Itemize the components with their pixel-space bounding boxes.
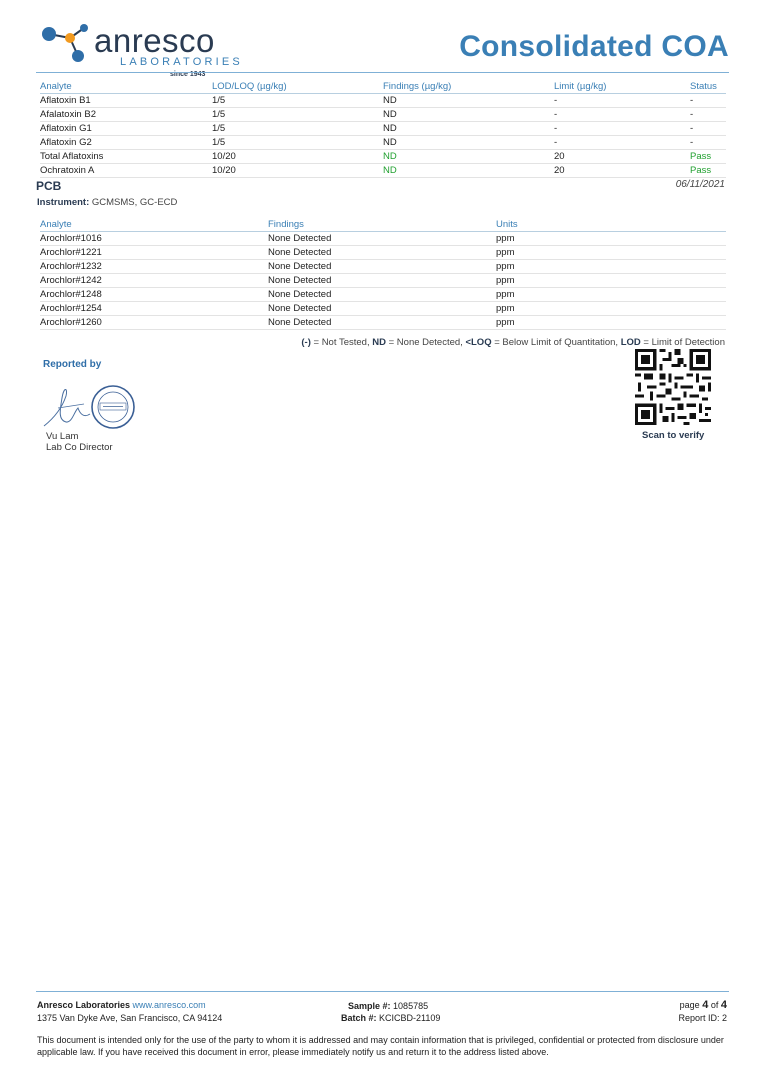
signer-role: Lab Co Director	[46, 442, 113, 453]
findings-cell: ND	[383, 122, 554, 136]
analyte-cell: Arochlor#1260	[40, 316, 268, 330]
limit-cell: -	[554, 136, 690, 150]
analyte-cell: Ochratoxin A	[40, 164, 212, 178]
findings-cell: ND	[383, 150, 554, 164]
column-header: Findings	[268, 216, 496, 232]
sample-value: 1085785	[393, 1001, 429, 1011]
page-current: 4	[702, 999, 709, 1011]
table-row	[40, 164, 726, 178]
column-header: Findings (µg/kg)	[383, 78, 554, 94]
lodloq-cell: 1/5	[212, 94, 383, 108]
header-divider	[36, 72, 729, 73]
analyte-cell: Aflatoxin B1	[40, 94, 212, 108]
footer-batch	[341, 1013, 440, 1023]
legend-key: <LOQ	[465, 337, 492, 348]
lodloq-cell: 1/5	[212, 136, 383, 150]
abbreviation-legend	[301, 337, 725, 348]
units-cell: ppm	[496, 302, 726, 316]
status-cell: -	[690, 122, 726, 136]
legend-text: = Not Tested,	[310, 337, 373, 348]
footer-sample	[348, 1001, 428, 1011]
analyte-cell: Arochlor#1232	[40, 260, 268, 274]
pcb-test-date: 06/11/2021	[675, 179, 725, 190]
analyte-cell: Total Aflatoxins	[40, 150, 212, 164]
signature-and-seal-icon	[40, 378, 140, 434]
analyte-cell: Afalatoxin B2	[40, 108, 212, 122]
lodloq-cell: 10/20	[212, 164, 383, 178]
findings-cell: ND	[383, 164, 554, 178]
molecule-logo-icon	[40, 20, 100, 70]
lodloq-cell: 1/5	[212, 122, 383, 136]
units-cell: ppm	[496, 274, 726, 288]
qr-code-icon[interactable]	[635, 349, 711, 425]
batch-value: KCICBD-21109	[379, 1013, 441, 1023]
anresco-logo	[40, 18, 243, 78]
table-row	[40, 94, 726, 108]
column-header: Limit (µg/kg)	[554, 78, 690, 94]
findings-cell: None Detected	[268, 316, 496, 330]
batch-label: Batch #:	[341, 1013, 377, 1023]
page-label: page	[679, 1000, 700, 1010]
page-total: 4	[720, 999, 727, 1011]
limit-cell: -	[554, 108, 690, 122]
analyte-cell: Aflatoxin G2	[40, 136, 212, 150]
legend-key: LOD	[620, 337, 641, 348]
document-title: Consolidated COA	[459, 30, 729, 63]
analyte-cell: Arochlor#1016	[40, 232, 268, 246]
company-name: Anresco Laboratories	[37, 1000, 131, 1010]
lodloq-cell: 1/5	[212, 108, 383, 122]
logo-wordmark: anresco	[94, 22, 215, 59]
page-indicator	[680, 999, 727, 1011]
units-cell: ppm	[496, 260, 726, 274]
report-id: Report ID: 2	[678, 1013, 727, 1023]
findings-cell: ND	[383, 108, 554, 122]
analyte-cell: Arochlor#1242	[40, 274, 268, 288]
legend-text: = None Detected,	[385, 337, 466, 348]
table-row	[40, 260, 726, 274]
findings-cell: None Detected	[268, 260, 496, 274]
status-cell: -	[690, 108, 726, 122]
analyte-cell: Arochlor#1254	[40, 302, 268, 316]
table-row	[40, 246, 726, 260]
table-row	[40, 274, 726, 288]
table-row	[40, 302, 726, 316]
units-cell: ppm	[496, 232, 726, 246]
table-row	[40, 232, 726, 246]
analyte-cell: Aflatoxin G1	[40, 122, 212, 136]
analyte-cell: Arochlor#1248	[40, 288, 268, 302]
findings-cell: None Detected	[268, 288, 496, 302]
mycotoxin-table	[40, 78, 726, 178]
table-row	[40, 288, 726, 302]
limit-cell: 20	[554, 150, 690, 164]
units-cell: ppm	[496, 316, 726, 330]
status-cell: -	[690, 136, 726, 150]
units-cell: ppm	[496, 246, 726, 260]
footer-divider	[36, 991, 729, 992]
pcb-section-title: PCB	[36, 179, 62, 193]
footer-address: 1375 Van Dyke Ave, San Francisco, CA 94124	[37, 1013, 223, 1023]
column-header: Analyte	[40, 78, 212, 94]
instrument-value: GCMSMS, GC-ECD	[91, 197, 178, 208]
page-of: of	[710, 1000, 719, 1010]
status-cell: -	[690, 94, 726, 108]
column-header: Status	[690, 78, 726, 94]
status-cell: Pass	[690, 164, 726, 178]
instrument-label: Instrument:	[37, 197, 90, 208]
limit-cell: -	[554, 94, 690, 108]
findings-cell: ND	[383, 94, 554, 108]
company-website-link[interactable]: www.anresco.com	[132, 1000, 206, 1010]
table-header-row	[40, 216, 726, 232]
table-row	[40, 108, 726, 122]
table-row	[40, 150, 726, 164]
findings-cell: None Detected	[268, 232, 496, 246]
instrument-line	[37, 197, 177, 208]
findings-cell: ND	[383, 136, 554, 150]
column-header: Units	[496, 216, 726, 232]
footer-company	[37, 1000, 206, 1010]
legend-key: (-)	[301, 337, 311, 348]
lodloq-cell: 10/20	[212, 150, 383, 164]
findings-cell: None Detected	[268, 274, 496, 288]
table-row	[40, 316, 726, 330]
confidentiality-disclaimer: This document is intended only for the use of the party to whom it is addressed and may contain information that is privileged, confidential or protected from disclosure under applicable law. If you have received this document in error, please immediately notify us and return it to the address listed above.	[37, 1035, 724, 1057]
signer-name: Vu Lam	[46, 431, 79, 442]
limit-cell: -	[554, 122, 690, 136]
analyte-cell: Arochlor#1221	[40, 246, 268, 260]
findings-cell: None Detected	[268, 246, 496, 260]
column-header: LOD/LOQ (µg/kg)	[212, 78, 383, 94]
table-header-row	[40, 78, 726, 94]
logo-subtitle: LABORATORIES	[120, 56, 243, 68]
legend-text: = Below Limit of Quantitation,	[491, 337, 621, 348]
pcb-table	[40, 216, 726, 330]
reported-by-label: Reported by	[43, 359, 102, 370]
column-header: Analyte	[40, 216, 268, 232]
sample-label: Sample #:	[348, 1001, 391, 1011]
scan-to-verify-label: Scan to verify	[642, 430, 705, 441]
legend-text: = Limit of Detection	[640, 337, 725, 348]
table-row	[40, 122, 726, 136]
findings-cell: None Detected	[268, 302, 496, 316]
units-cell: ppm	[496, 288, 726, 302]
status-cell: Pass	[690, 150, 726, 164]
logo-since: since 1943	[170, 71, 206, 78]
limit-cell: 20	[554, 164, 690, 178]
legend-key: ND	[372, 337, 386, 348]
table-row	[40, 136, 726, 150]
